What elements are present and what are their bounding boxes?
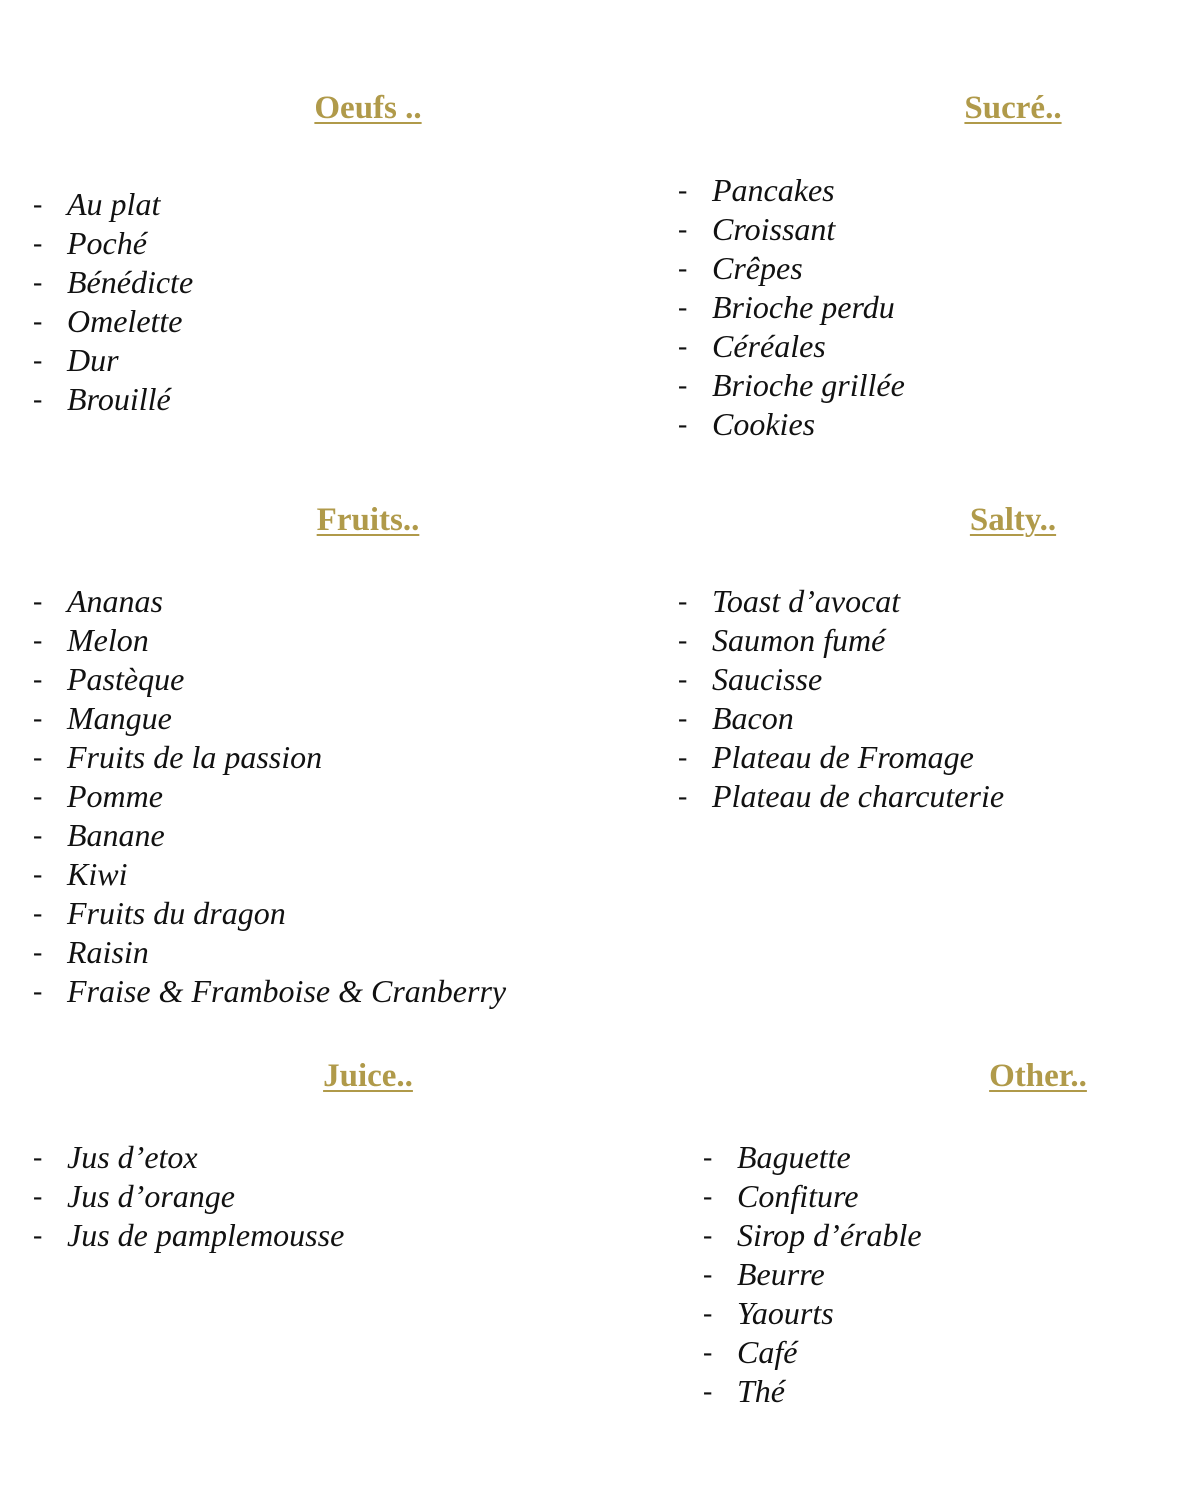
dash-bullet: - bbox=[33, 1220, 43, 1251]
list-item-label: Beurre bbox=[737, 1256, 825, 1292]
list-item-label: Croissant bbox=[712, 211, 836, 247]
dash-bullet: - bbox=[33, 937, 43, 968]
dash-bullet: - bbox=[678, 214, 688, 245]
dash-bullet: - bbox=[33, 859, 43, 890]
list-item-label: Cookies bbox=[712, 406, 816, 442]
list-item-label: Crêpes bbox=[712, 250, 803, 286]
list-item-label: Pancakes bbox=[712, 172, 835, 208]
list-item-label: Fruits du dragon bbox=[67, 895, 286, 931]
list-item-label: Mangue bbox=[67, 700, 172, 736]
list-item-label: Jus d’etox bbox=[67, 1139, 198, 1175]
dash-bullet: - bbox=[33, 189, 43, 220]
list-item-label: Brioche perdu bbox=[712, 289, 895, 325]
section-heading-sucre: Sucré.. bbox=[964, 90, 1062, 126]
dash-bullet: - bbox=[703, 1142, 713, 1173]
dash-bullet: - bbox=[678, 742, 688, 773]
dash-bullet: - bbox=[678, 292, 688, 323]
dash-bullet: - bbox=[33, 345, 43, 376]
dash-bullet: - bbox=[33, 384, 43, 415]
dash-bullet: - bbox=[33, 267, 43, 298]
list-item-label: Fraise & Framboise & Cranberry bbox=[67, 973, 507, 1009]
dash-bullet: - bbox=[703, 1337, 713, 1368]
dash-bullet: - bbox=[33, 306, 43, 337]
list-item-label: Ananas bbox=[67, 583, 163, 619]
dash-bullet: - bbox=[703, 1376, 713, 1407]
section-heading-oeufs: Oeufs .. bbox=[314, 90, 422, 126]
list-item-label: Pastèque bbox=[67, 661, 185, 697]
dash-bullet: - bbox=[33, 703, 43, 734]
list-item-label: Kiwi bbox=[67, 856, 128, 892]
list-item-label: Dur bbox=[67, 342, 119, 378]
list-item-label: Jus d’orange bbox=[67, 1178, 235, 1214]
list-item-label: Baguette bbox=[737, 1139, 851, 1175]
list-item-label: Toast d’avocat bbox=[712, 583, 901, 619]
list-item-label: Melon bbox=[67, 622, 149, 658]
dash-bullet: - bbox=[33, 228, 43, 259]
list-item-label: Bacon bbox=[712, 700, 794, 736]
list-item-label: Au plat bbox=[67, 186, 161, 222]
dash-bullet: - bbox=[678, 703, 688, 734]
dash-bullet: - bbox=[678, 409, 688, 440]
dash-bullet: - bbox=[33, 976, 43, 1007]
dash-bullet: - bbox=[33, 820, 43, 851]
dash-bullet: - bbox=[703, 1259, 713, 1290]
list-item-label: Saucisse bbox=[712, 661, 823, 697]
section-heading-salty: Salty.. bbox=[969, 502, 1057, 538]
list-item-label: Saumon fumé bbox=[712, 622, 886, 658]
dash-bullet: - bbox=[33, 898, 43, 929]
dash-bullet: - bbox=[678, 175, 688, 206]
list-item-label: Brouillé bbox=[67, 381, 171, 417]
dash-bullet: - bbox=[678, 781, 688, 812]
dash-bullet: - bbox=[33, 664, 43, 695]
list-item-label: Banane bbox=[67, 817, 165, 853]
list-item-label: Poché bbox=[67, 225, 147, 261]
list-item-label: Plateau de charcuterie bbox=[712, 778, 1005, 814]
list-item-label: Jus de pamplemousse bbox=[67, 1217, 345, 1253]
list-item-label: Raisin bbox=[67, 934, 149, 970]
list-item-label: Céréales bbox=[712, 328, 826, 364]
dash-bullet: - bbox=[33, 1181, 43, 1212]
list-item-label: Pomme bbox=[67, 778, 163, 814]
dash-bullet: - bbox=[33, 1142, 43, 1173]
dash-bullet: - bbox=[678, 586, 688, 617]
dash-bullet: - bbox=[678, 664, 688, 695]
list-item-label: Thé bbox=[737, 1373, 785, 1409]
dash-bullet: - bbox=[703, 1181, 713, 1212]
section-heading-other: Other.. bbox=[989, 1058, 1087, 1094]
dash-bullet: - bbox=[703, 1220, 713, 1251]
list-item-label: Café bbox=[737, 1334, 798, 1370]
dash-bullet: - bbox=[33, 742, 43, 773]
list-item-label: Yaourts bbox=[737, 1295, 834, 1331]
dash-bullet: - bbox=[703, 1298, 713, 1329]
dash-bullet: - bbox=[678, 331, 688, 362]
section-heading-juice: Juice.. bbox=[323, 1058, 413, 1094]
dash-bullet: - bbox=[678, 625, 688, 656]
section-heading-fruits: Fruits.. bbox=[316, 502, 420, 538]
list-item-label: Confiture bbox=[737, 1178, 859, 1214]
list-item-label: Fruits de la passion bbox=[67, 739, 323, 775]
list-item-label: Bénédicte bbox=[67, 264, 194, 300]
dash-bullet: - bbox=[33, 625, 43, 656]
list-item-label: Sirop d’érable bbox=[737, 1217, 922, 1253]
list-item-label: Plateau de Fromage bbox=[712, 739, 974, 775]
dash-bullet: - bbox=[678, 370, 688, 401]
list-item-label: Brioche grillée bbox=[712, 367, 905, 403]
dash-bullet: - bbox=[33, 781, 43, 812]
dash-bullet: - bbox=[33, 586, 43, 617]
dash-bullet: - bbox=[678, 253, 688, 284]
list-item-label: Omelette bbox=[67, 303, 183, 339]
